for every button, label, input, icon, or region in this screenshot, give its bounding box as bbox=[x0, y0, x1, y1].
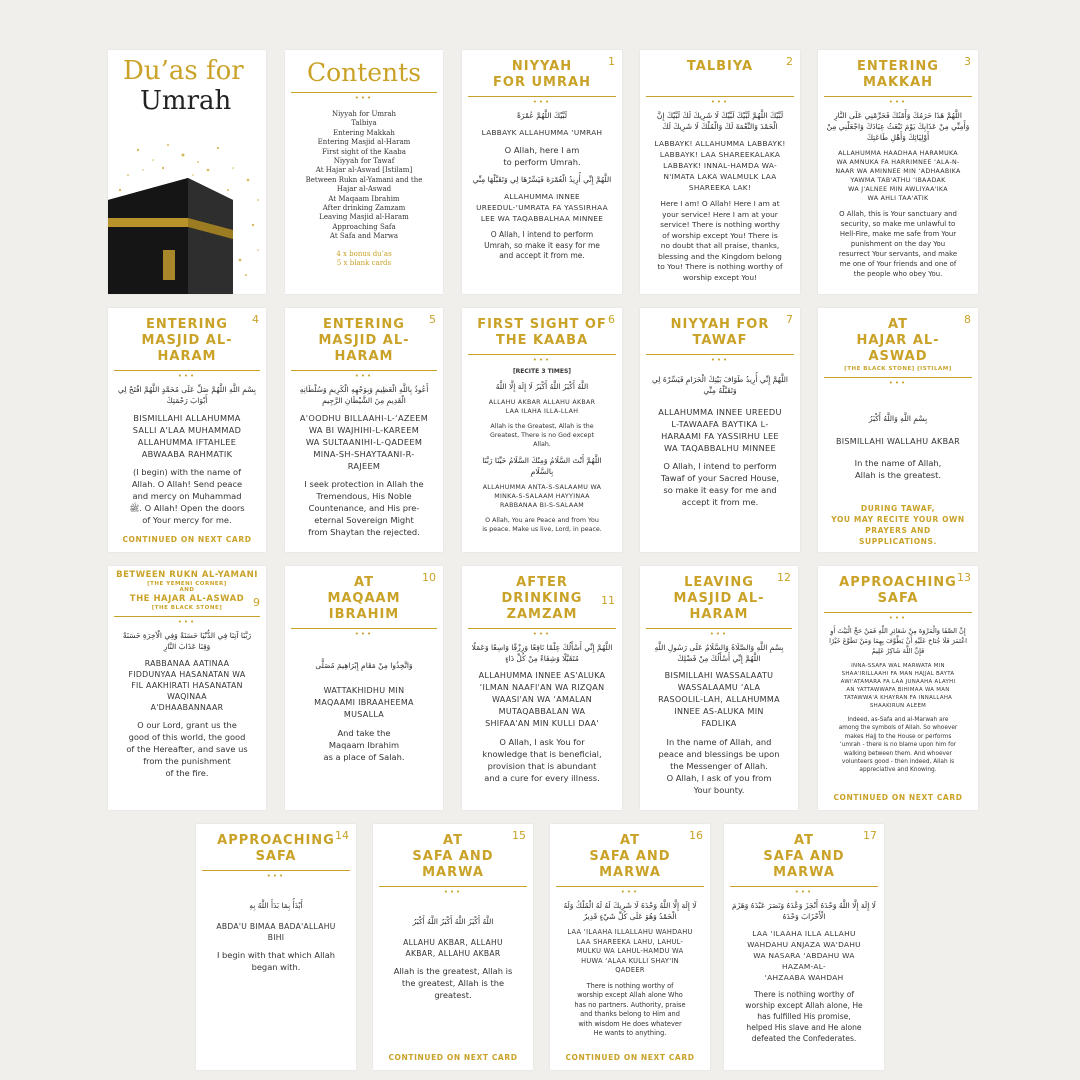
dua-card-17[interactable] bbox=[724, 824, 884, 1070]
card-number: 4 bbox=[252, 313, 259, 326]
arabic-text: وَاتَّخِذُوا مِنْ مَقَامِ إِبْرَاهِيمَ مُصَلًّى bbox=[315, 661, 413, 670]
divider bbox=[379, 886, 527, 887]
arabic-text: لَبَّيْكَ اللَّهُمَّ لَبَّيْكَ لَبَّيْكَ لَا شَرِيكَ لَكَ لَبَّيْكَ إِنَّ الْحَمْدَ وَالنِّعْمَةَ لَكَ وَالْمُلْكَ لَا شَرِيكَ لَكَ bbox=[656, 111, 784, 131]
transliteration: BISMILLAHI WASSALAATU WASSALAAMU ‘ALA RASOOLIL-LAH, ALLAHUMMA INNEE AS-ALUKA MIN FADLIKA bbox=[658, 671, 780, 728]
card-title: AT HAJAR AL-ASWAD bbox=[856, 317, 940, 364]
transliteration: ALLAHU AKBAR ALLAHU AKBAR LAA ILAHA ILLA-LLAH bbox=[488, 399, 596, 415]
ornament-dots: ••• bbox=[177, 372, 197, 380]
translation: I begin with that which Allah began with. bbox=[216, 950, 336, 972]
transliteration: LABBAYK ALLAHUMMA ‘UMRAH bbox=[481, 128, 603, 137]
card-title: NIYYAH FOR UMRAH bbox=[493, 59, 591, 90]
dua-card-1[interactable] bbox=[462, 50, 622, 294]
card-title: APPROACHING SAFA bbox=[839, 575, 957, 606]
ornament-dots: ••• bbox=[354, 372, 374, 380]
divider bbox=[291, 92, 437, 93]
card-number: 5 bbox=[429, 313, 436, 326]
arabic-text: رَبَّنَا آتِنَا فِي الدُّنْيَا حَسَنَةً وَفِي الْآخِرَةِ حَسَنَةً وَقِنَا عَذَابَ النَّارِ bbox=[122, 631, 252, 651]
divider bbox=[468, 96, 616, 97]
contents-item[interactable]: Entering Masjid al-Haram bbox=[317, 138, 411, 147]
contents-item[interactable]: Entering Makkah bbox=[333, 128, 395, 137]
ornament-dots: ••• bbox=[888, 614, 908, 622]
transliteration: A'OODHU BILLAAHI-L-‘AZEEM WA BI WAJHIHI-L-KAREEM WA SULTAANIHI-L-QADEEM MINA-SH-SHAYTAANI-R- RAJEEM bbox=[299, 413, 429, 471]
card-title: ENTERING MAKKAH bbox=[857, 59, 939, 90]
divider bbox=[646, 354, 794, 355]
translation: I seek protection in Allah the Tremendous, His Noble Countenance, and His pre- eternal Sovereign Might from Shaytan the rejected. bbox=[304, 479, 424, 537]
contents-card bbox=[285, 50, 443, 294]
transliteration: INNA-SSAFA WAL MARWATA MIN SHAA'IRILLAAHI FA MAN HAJJAL BAYTA AWI'ATAMARA FA LAA JUNAAHA ALAYHI AN YATTAWWAFA BIHIMAA WA MAN TATAWWA'A KHAYRAN FA INNALLAHA SHAAKIRUN ALEEM bbox=[840, 663, 956, 709]
card-subtitle: [THE YEMENI CORNER] AND bbox=[147, 581, 227, 593]
dua-card-9[interactable] bbox=[108, 566, 266, 810]
divider bbox=[646, 96, 794, 97]
transliteration: ALLAHUMMA INNEE UREEDU L-TAWAAFA BAYTIKA L- HARAAMI FA YASSIRHU LEE WA TAQABBALHU MINNEE bbox=[658, 407, 782, 453]
card-title: LEAVING MASJID AL-HARAM bbox=[673, 575, 765, 622]
arabic-text: أَعُوذُ بِاللَّهِ الْعَظِيمِ وَبِوَجْهِهِ الْكَرِيمِ وَسُلْطَانِهِ الْقَدِيمِ مِنَ الشَّيْطَانِ الرَّجِيمِ bbox=[299, 385, 429, 405]
divider bbox=[824, 96, 972, 97]
translation: O Allah, here I am to perform Umrah. bbox=[503, 145, 581, 167]
arabic-text: بِسْمِ اللَّهِ اللَّهُمَّ صَلِّ عَلَى مُحَمَّدٍ اللَّهُمَّ افْتَحْ لِي أَبْوَابَ رَحْمَتِكَ bbox=[117, 385, 256, 405]
translation: (I begin) with the name of Allah. O Allah! Send peace and mercy on Muhammad ﷺ. O Allah! Open the doors of Your mercy for me. bbox=[129, 467, 245, 525]
bonus-duas: 4 x bonus du’as bbox=[336, 249, 392, 258]
arabic-text: لَا إِلَهَ إِلَّا اللَّهُ وَحْدَهُ أَنْجَزَ وَعْدَهُ وَنَصَرَ عَبْدَهُ وَهَزَمَ الْأَحْزَابَ وَحْدَهُ bbox=[732, 901, 876, 921]
ornament-dots: ••• bbox=[888, 98, 908, 106]
ornament-dots: ••• bbox=[354, 94, 374, 102]
card-title: ENTERING MASJID AL-HARAM bbox=[318, 317, 410, 364]
divider bbox=[468, 354, 616, 355]
dua-card-6[interactable] bbox=[462, 308, 622, 552]
card-number: 3 bbox=[964, 55, 971, 68]
contents-title: Contents bbox=[306, 58, 422, 87]
card-title: AT SAFA AND MARWA bbox=[763, 833, 845, 880]
contents-item[interactable]: Niyyah for Tawaf bbox=[333, 157, 395, 166]
translation: Allah is the greatest, Allah is the greatest, Allah is the greatest. bbox=[393, 966, 513, 1000]
divider bbox=[202, 870, 350, 871]
ornament-dots: ••• bbox=[888, 379, 908, 387]
arabic-text: بِسْمِ اللَّهِ وَاللَّهُ أَكْبَرُ bbox=[868, 414, 928, 423]
card-number: 10 bbox=[422, 571, 436, 584]
transliteration: ABDA'U BIMAA BADA'ALLAHU BIHI bbox=[216, 922, 336, 942]
card-number: 17 bbox=[863, 829, 877, 842]
divider bbox=[824, 377, 972, 378]
arabic-text: اللَّهُ أَكْبَرُ اللَّهُ أَكْبَرُ اللَّهُ أَكْبَرُ bbox=[412, 917, 494, 926]
arabic-text: اللَّهُمَّ إِنِّي أُرِيدُ طَوَافَ بَيْتِكَ الْحَرَامِ فَيَسِّرْهُ لِي وَتَقَبَّلْهُ مِنِّي bbox=[652, 375, 788, 395]
ornament-dots: ••• bbox=[443, 888, 463, 896]
contents-item[interactable]: Between Rukn al-Yamani and the Hajar al-Aswad bbox=[305, 175, 423, 194]
ornament-dots: ••• bbox=[794, 888, 814, 896]
contents-item[interactable]: Leaving Masjid al-Haram bbox=[319, 213, 409, 222]
card-subtitle: [THE BLACK STONE] [ISTILAM] bbox=[844, 366, 952, 372]
continued-label: CONTINUED ON NEXT CARD bbox=[388, 1053, 518, 1062]
translation: O Allah, I intend to perform Tawaf of your Sacred House, so make it easy for me and accept it from me. bbox=[661, 461, 779, 507]
divider bbox=[824, 612, 972, 613]
dua-card-15[interactable] bbox=[373, 824, 533, 1070]
arabic-text: لَا إِلَهَ إِلَّا اللَّهُ وَحْدَهُ لَا شَرِيكَ لَهُ لَهُ الْمُلْكُ وَلَهُ الْحَمْدُ وَهُوَ عَلَى كُلِّ شَيْءٍ قَدِيرٌ bbox=[563, 901, 697, 921]
dua-card-10[interactable] bbox=[285, 566, 443, 810]
card-number: 6 bbox=[608, 313, 615, 326]
ornament-dots: ••• bbox=[532, 98, 552, 106]
card-number: 9 bbox=[253, 596, 260, 609]
card-title: TALBIYA bbox=[686, 59, 754, 74]
card-number: 1 bbox=[608, 55, 615, 68]
translation: O our Lord, grant us the good of this world, the good of the Hereafter, and save us from the punishment of the fire. bbox=[126, 720, 248, 778]
contents-list bbox=[285, 110, 443, 242]
continued-label: CONTINUED ON NEXT CARD bbox=[565, 1053, 695, 1062]
dua-card-11[interactable] bbox=[462, 566, 622, 810]
card-number: 14 bbox=[335, 829, 349, 842]
divider bbox=[114, 616, 260, 617]
ornament-dots: ••• bbox=[620, 888, 640, 896]
recite-note: [RECITE 3 TIMES] bbox=[512, 368, 572, 375]
ornament-dots: ••• bbox=[532, 356, 552, 364]
dua-card-8[interactable] bbox=[818, 308, 978, 552]
blank-cards: 5 x blank cards bbox=[336, 259, 392, 268]
transliteration: LAA ‘ILAAHA ILLA ALLAHU WAHDAHU ANJAZA WA'DAHU WA NASARA ‘ABDAHU WA HAZAM-AL- ‘AHZAABA WAHDAH bbox=[747, 929, 861, 982]
transliteration: ALLAHUMMA INNEE AS'ALUKA ‘ILMAN NAAFI'AN WA RIZQAN WAASI'AN WA ‘AMALAN MUTAQABBALAN WA SHIFAA'AN MIN KULLI DAA' bbox=[478, 671, 606, 728]
arabic-text: اللَّهُ أَكْبَرُ اللَّهُ أَكْبَرُ لَا إِلَهَ إِلَّا اللَّهُ bbox=[495, 382, 589, 391]
continued-label: CONTINUED ON NEXT CARD bbox=[122, 535, 252, 544]
ornament-dots: ••• bbox=[354, 630, 374, 638]
card-number: 12 bbox=[777, 571, 791, 584]
arabic-text: اللَّهُمَّ أَنْتَ السَّلَامُ وَمِنْكَ السَّلَامُ حَيِّنَا رَبَّنَا بِالسَّلَامِ bbox=[482, 456, 602, 476]
ornament-dots: ••• bbox=[709, 630, 729, 638]
contents-bonus bbox=[285, 250, 443, 269]
divider bbox=[730, 886, 878, 887]
cover-card bbox=[108, 50, 266, 294]
contents-item[interactable]: Approaching Safa bbox=[332, 222, 396, 231]
kaaba-illustration bbox=[108, 50, 266, 294]
dua-card-16[interactable] bbox=[550, 824, 710, 1070]
card-title: AT MAQAAM IBRAHIM bbox=[327, 575, 401, 622]
divider bbox=[114, 370, 260, 371]
translation: Allah is the Greatest, Allah is the Greatest, There is no God except Allah. bbox=[490, 423, 594, 448]
dua-card-5[interactable] bbox=[285, 308, 443, 552]
ornament-dots: ••• bbox=[177, 618, 197, 626]
divider bbox=[646, 628, 792, 629]
card-title: BETWEEN RUKN AL-YAMANI bbox=[116, 570, 258, 580]
contents-item[interactable]: After drinking Zamzam bbox=[322, 204, 406, 213]
arabic-text: اللَّهُمَّ هَذَا حَرَمُكَ وَأَمْنُكَ فَحَرِّمْنِي عَلَى النَّارِ وَأَمِنِّي مِنْ عَذَابِكَ يَوْمَ تَبْعَثُ عِبَادَكَ وَاجْعَلْنِي مِنْ أَوْلِيَائِكَ وَأَهْلِ طَاعَتِكَ bbox=[826, 111, 970, 142]
translation: Here I am! O Allah! Here I am at your service! Here I am at your service! There is nothing worthy of worship except You! There is no doubt that all praise, thanks, blessing and the Kingdom belong to You! There is nothing worthy of worship except You! bbox=[657, 199, 783, 282]
arabic-text: لَبَّيْكَ اللَّهُمَّ عُمْرَةً bbox=[516, 111, 568, 120]
dua-card-3[interactable] bbox=[818, 50, 978, 294]
translation: In the name of Allah, and peace and blessings be upon the Messenger of Allah. O Allah, I ask of you from Your bounty. bbox=[658, 737, 780, 795]
contents-item[interactable]: At Maqaam Ibrahim bbox=[328, 194, 400, 203]
arabic-text: اللَّهُمَّ إِنِّي أُرِيدُ الْعُمْرَةَ فَيَسِّرْهَا لِي وَتَقَبَّلْهَا مِنِّي bbox=[472, 175, 612, 184]
transliteration: ALLAHUMMA ANTA-S-SALAAMU WA MINKA-S-SALAAM HAYYINAA RABBANAA BI-S-SALAAM bbox=[482, 484, 602, 509]
dua-card-13[interactable] bbox=[818, 566, 978, 810]
contents-item[interactable]: Niyyah for Umrah bbox=[331, 110, 397, 118]
divider bbox=[468, 628, 616, 629]
transliteration: RABBANAA AATINAA FIDDUNYAA HASANATAN WA FIL AAKHIRATI HASANATAN WAQINAA A'DHAABANNAAR bbox=[128, 659, 246, 712]
card-title: AT SAFA AND MARWA bbox=[589, 833, 671, 880]
transliteration: ALLAHU AKBAR, ALLAHU AKBAR, ALLAHU AKBAR bbox=[403, 938, 503, 958]
contents-item[interactable]: Talbiya bbox=[351, 119, 377, 128]
divider bbox=[291, 628, 437, 629]
card-title: NIYYAH FOR TAWAF bbox=[670, 317, 770, 348]
dua-card-7[interactable] bbox=[640, 308, 800, 552]
translation: And take the Maqaam Ibrahim as a place of Salah. bbox=[323, 728, 405, 762]
transliteration: BISMILLAHI WALLAHU AKBAR bbox=[835, 437, 961, 446]
translation: O Allah, I ask You for knowledge that is beneficial, provision that is abundant and a cure for every illness. bbox=[482, 737, 602, 783]
card-title: FIRST SIGHT OF THE KAABA bbox=[477, 317, 607, 348]
dua-card-4[interactable] bbox=[108, 308, 266, 552]
card-title: ENTERING MASJID AL-HARAM bbox=[141, 317, 233, 364]
divider bbox=[291, 370, 437, 371]
transliteration: ALLAHUMMA INNEE UREEDUL-‘UMRATA FA YASSIRHAA LEE WA TAQABBALHAA MINNEE bbox=[476, 192, 608, 223]
contents-item[interactable]: First sight of the Kaaba bbox=[322, 147, 406, 156]
cover-title-line1: Du’as for bbox=[123, 56, 244, 86]
translation: O Allah, this is Your sanctuary and security, so make me unlawful to Hell-Fire, make me safe from Your punishment on the day You resurrect Your servants, and make me one of Your friends and one of the people who obey You. bbox=[838, 210, 958, 278]
contents-item[interactable]: At Hajar al-Aswad [Istilam] bbox=[315, 166, 413, 175]
translation: There is nothing worthy of worship except Allah alone Who has no partners. Authority, praise and thanks belong to Him and with wisdom He does whatever He wants to anything. bbox=[574, 981, 686, 1037]
card-title: AT SAFA AND MARWA bbox=[412, 833, 494, 880]
arabic-text: إِنَّ الصَّفَا وَالْمَرْوَةَ مِنْ شَعَائِرِ اللَّهِ فَمَنْ حَجَّ الْبَيْتَ أَوِ اعْتَمَرَ فَلَا جُنَاحَ عَلَيْهِ أَنْ يَطَّوَّفَ بِهِمَا وَمَنْ تَطَوَّعَ خَيْرًا فَإِنَّ اللَّهَ شَاكِرٌ عَلِيمٌ bbox=[829, 627, 967, 655]
card-number: 2 bbox=[786, 55, 793, 68]
dua-card-12[interactable] bbox=[640, 566, 798, 810]
dua-card-2[interactable] bbox=[640, 50, 800, 294]
arabic-text: اللَّهُمَّ إِنِّي أَسْأَلُكَ عِلْمًا نَافِعًا وَرِزْقًا وَاسِعًا وَعَمَلًا مُتَقَبَّلًا وَشِفَاءً مِنْ كُلِّ دَاءٍ bbox=[471, 643, 613, 663]
arabic-text: بِسْمِ اللَّهِ وَالصَّلَاةُ وَالسَّلَامُ عَلَى رَسُولِ اللَّهِ اللَّهُمَّ إِنِّي أَسْأَلُكَ مِنْ فَضْلِكَ bbox=[654, 643, 784, 663]
translation: Indeed, as-Safa and al-Marwah are among the symbols of Allah. So whoever makes Hajj to the House or performs ‘umrah - there is no blame upon him for walking between them. And whoever volunteers good - then indeed, Allah is appreciative and Knowing. bbox=[838, 717, 958, 774]
transliteration: BISMILLAHI ALLAHUMMA SALLI A'LAA MUHAMMAD ALLAHUMMA IFTAHLEE ABWAABA RAHMATIK bbox=[132, 413, 242, 459]
divider bbox=[556, 886, 704, 887]
tawaf-note: DURING TAWAF, YOU MAY RECITE YOUR OWN PRAYERS AND SUPPLICATIONS. bbox=[831, 504, 965, 546]
dua-card-14[interactable] bbox=[196, 824, 356, 1070]
card-title: APPROACHING SAFA bbox=[217, 833, 335, 864]
card-number: 8 bbox=[964, 313, 971, 326]
card-title-2: THE HAJAR AL-ASWAD bbox=[129, 594, 245, 604]
card-number: 7 bbox=[786, 313, 793, 326]
card-subtitle-2: [THE BLACK STONE] bbox=[151, 605, 223, 611]
translation: There is nothing worthy of worship except Allah alone, He has fulfilled His promise, helped His slave and He alone defeated the Confederates. bbox=[745, 990, 863, 1043]
ornament-dots: ••• bbox=[532, 630, 552, 638]
transliteration: ALLAHUMMA HAADHAA HARAMUKA WA AMNUKA FA HARRIMNEE ‘ALA-N- NAAR WA AMINNEE MIN ‘ADHAABIKA YAWMA TAB'ATHU ‘IBAADAK WA J'ALNEE MIN AWLIYAA'IKA WA AHLI TAA'ATIK bbox=[835, 150, 961, 202]
card-number: 16 bbox=[689, 829, 703, 842]
arabic-text: أَبْدَأُ بِمَا بَدَأَ اللَّهُ بِهِ bbox=[249, 901, 303, 910]
card-title: AFTER DRINKING ZAMZAM bbox=[501, 575, 583, 622]
translation: O Allah, I intend to perform Umrah, so make it easy for me and accept it from me. bbox=[484, 230, 600, 260]
card-number: 11 bbox=[601, 594, 615, 607]
contents-item[interactable]: At Safa and Marwa bbox=[329, 232, 399, 241]
transliteration: LABBAYK! ALLAHUMMA LABBAYK! LABBAYK! LAA SHAREEKALAKA LABBAYK! INNAL-HAMDA WA- N'IMATA LAKA WALMULK LAA SHAREEKA LAK! bbox=[654, 139, 786, 192]
transliteration: LAA ‘ILAAHA ILLALLAHU WAHDAHU LAA SHAREEKA LAHU, LAHUL- MULKU WA LAHUL-HAMDU WA HUWA ‘ALAA KULLI SHAY'IN QADEER bbox=[567, 928, 693, 974]
ornament-dots: ••• bbox=[710, 356, 730, 364]
translation: O Allah, You are Peace and from You is peace. Make us live, Lord, in peace. bbox=[482, 517, 602, 533]
continued-label: CONTINUED ON NEXT CARD bbox=[833, 793, 963, 802]
ornament-dots: ••• bbox=[266, 872, 286, 880]
ornament-dots: ••• bbox=[710, 98, 730, 106]
card-number: 15 bbox=[512, 829, 526, 842]
translation: In the name of Allah, Allah is the greatest. bbox=[854, 458, 942, 480]
cover-title-line2: Umrah bbox=[140, 86, 232, 116]
transliteration: WATTAKHIDHU MIN MAQAAMI IBRAAHEEMA MUSALLA bbox=[314, 686, 414, 719]
card-number: 13 bbox=[957, 571, 971, 584]
